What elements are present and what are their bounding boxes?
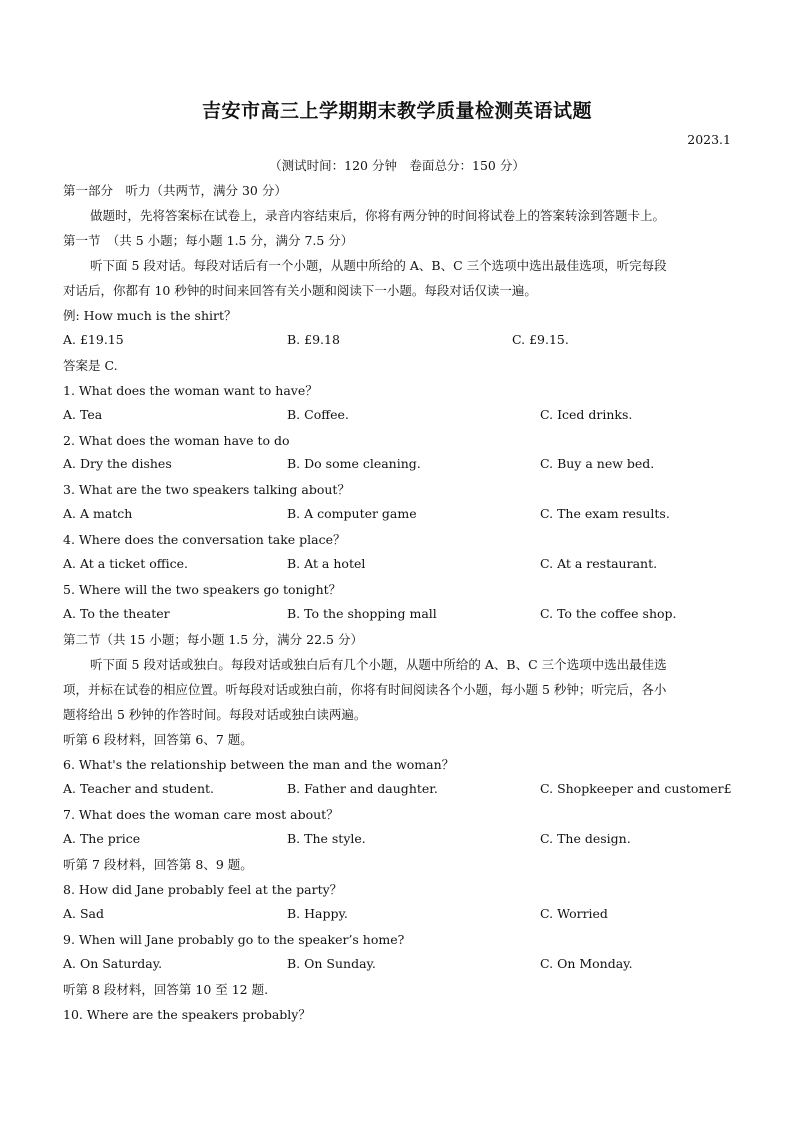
part1-heading: 第一部分 听力（共两节，满分 30 分） xyxy=(63,183,287,198)
question-6: 6. What's the relationship between the man and the woman？ xyxy=(63,757,455,772)
question-10: 10. Where are the speakers probably？ xyxy=(63,1007,311,1022)
q4-option-c: C. At a restaurant. xyxy=(540,556,658,571)
q3-option-c: C. The exam results. xyxy=(540,506,670,521)
q1-option-c: C. Iced drinks. xyxy=(540,407,633,422)
q6-option-c: C. Shopkeeper and customer£ xyxy=(540,781,732,796)
example-option-b: B. £9.18 xyxy=(287,332,340,347)
q7-option-c: C. The design. xyxy=(540,831,631,846)
question-2: 2. What does the woman have to do xyxy=(63,433,290,448)
question-5: 5. Where will the two speakers go tonight？ xyxy=(63,582,342,597)
q7-option-a: A. The price xyxy=(63,831,141,846)
q8-option-b: B. Happy. xyxy=(287,906,348,921)
question-4: 4. Where does the conversation take place？ xyxy=(63,532,346,547)
q7-option-b: B. The style. xyxy=(287,831,366,846)
material-8-intro: 听第 8 段材料，回答第 10 至 12 题. xyxy=(63,982,269,997)
q6-option-b: B. Father and daughter. xyxy=(287,781,438,796)
q5-option-b: B. To the shopping mall xyxy=(287,606,437,621)
q9-option-b: B. On Sunday. xyxy=(287,956,376,971)
section2-instruction-line2: 项，并标在试卷的相应位置。听每段对话或独白前，你将有时间阅读各个小题，每小题 5 秒钟；听完后，各小 xyxy=(63,682,667,697)
section2-instruction-line1: 听下面 5 段对话或独白。每段对话或独白后有几个小题，从题中所给的 A、B、C 三个选项中选出最佳选 xyxy=(90,657,667,672)
q2-option-c: C. Buy a new bed. xyxy=(540,456,655,471)
q9-option-a: A. On Saturday. xyxy=(63,956,163,971)
material-7-intro: 听第 7 段材料，回答第 8、9 题。 xyxy=(63,857,253,872)
part1-instruction: 做题时，先将答案标在试卷上，录音内容结束后，你将有两分钟的时间将试卷上的答案转涂到答题卡上。 xyxy=(90,208,666,223)
example-question: 例: How much is the shirt？ xyxy=(63,308,237,323)
section1-heading: 第一节 （共 5 小题；每小题 1.5 分，满分 7.5 分） xyxy=(63,233,354,248)
exam-info: （测试时间：120 分钟 卷面总分：150 分） xyxy=(269,158,525,173)
q8-option-c: C. Worried xyxy=(540,906,608,921)
q2-option-a: A. Dry the dishes xyxy=(63,456,172,471)
q9-option-c: C. On Monday. xyxy=(540,956,633,971)
q8-option-a: A. Sad xyxy=(63,906,104,921)
question-9: 9. When will Jane probably go to the speaker’s home? xyxy=(63,932,405,947)
q1-option-b: B. Coffee. xyxy=(287,407,349,422)
q4-option-b: B. At a hotel xyxy=(287,556,366,571)
example-option-a: A. £19.15 xyxy=(63,332,124,347)
section2-heading: 第二节（共 15 小题；每小题 1.5 分，满分 22.5 分） xyxy=(63,632,363,647)
material-6-intro: 听第 6 段材料，回答第 6、7 题。 xyxy=(63,732,253,747)
q5-option-a: A. To the theater xyxy=(63,606,170,621)
section1-instruction-line1: 听下面 5 段对话。每段对话后有一个小题，从题中所给的 A、B、C 三个选项中选出最佳选项，听完每段 xyxy=(90,258,667,273)
q2-option-b: B. Do some cleaning. xyxy=(287,456,421,471)
page-title: 吉安市高三上学期期末教学质量检测英语试题 xyxy=(201,100,592,122)
q4-option-a: A. At a ticket office. xyxy=(63,556,188,571)
q3-option-a: A. A match xyxy=(63,506,133,521)
section2-instruction-line3: 题将给出 5 秒钟的作答时间。每段对话或独白读两遍。 xyxy=(63,707,367,722)
q6-option-a: A. Teacher and student. xyxy=(63,781,215,796)
question-7: 7. What does the woman care most about？ xyxy=(63,807,339,822)
question-1: 1. What does the woman want to have？ xyxy=(63,383,318,398)
question-3: 3. What are the two speakers talking about？ xyxy=(63,482,350,497)
example-answer: 答案是 C. xyxy=(63,358,118,373)
exam-date: 2023.1 xyxy=(687,132,731,147)
example-option-c: C. £9.15. xyxy=(512,332,569,347)
q3-option-b: B. A computer game xyxy=(287,506,417,521)
q1-option-a: A. Tea xyxy=(63,407,103,422)
question-8: 8. How did Jane probably feel at the party？ xyxy=(63,882,343,897)
q5-option-c: C. To the coffee shop. xyxy=(540,606,677,621)
section1-instruction-line2: 对话后，你都有 10 秒钟的时间来回答有关小题和阅读下一小题。每段对话仅读一遍。 xyxy=(63,283,537,298)
